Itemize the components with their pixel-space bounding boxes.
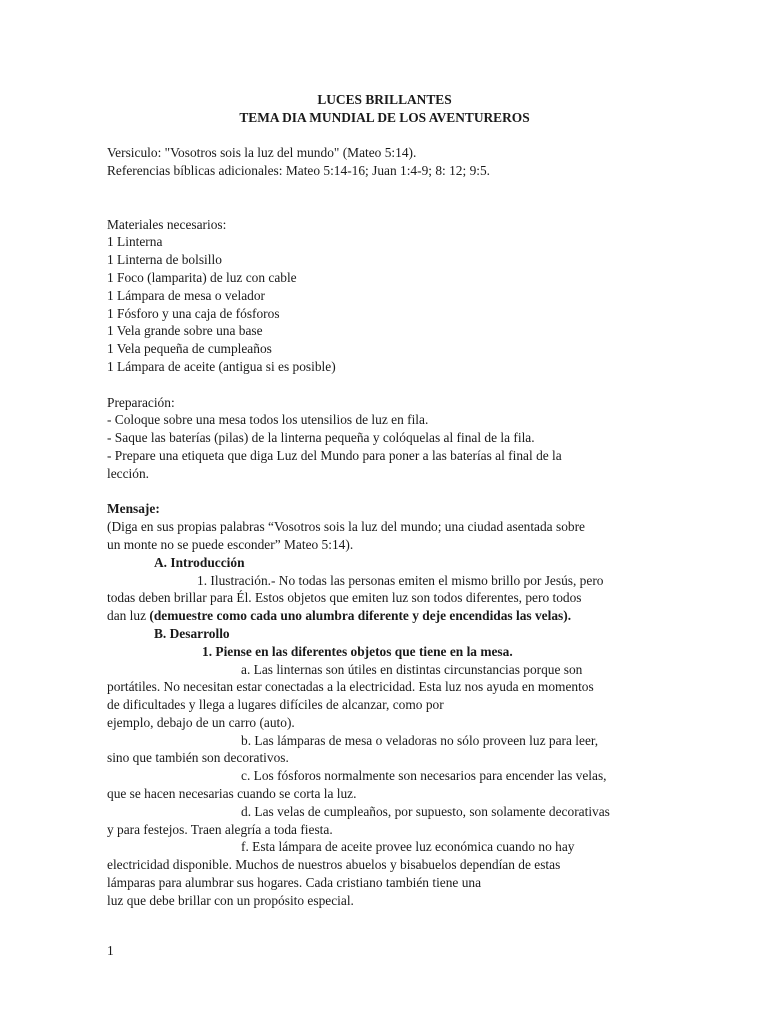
item-c bbox=[107, 767, 662, 803]
item-a bbox=[107, 661, 662, 732]
intro-paragraph-line bbox=[107, 607, 662, 625]
intro-paragraph-line: 1. Ilustración.- No todas las personas emiten el mismo brillo por Jesús, pero bbox=[197, 572, 604, 588]
item-line: de dificultades y llega a lugares difíciles de alcanzar, como por bbox=[107, 697, 444, 713]
document-subtitle: TEMA DIA MUNDIAL DE LOS AVENTUREROS bbox=[239, 109, 530, 125]
desarrollo-heading: B. Desarrollo bbox=[154, 625, 230, 641]
list-item: 1 Vela pequeña de cumpleaños bbox=[107, 341, 272, 357]
item-d bbox=[107, 803, 662, 839]
preparacion-list bbox=[107, 411, 662, 482]
item-line: electricidad disponible. Muchos de nuestros abuelos y bisabuelos dependían de estas bbox=[107, 857, 561, 873]
item-line: que se hacen necesarias cuando se corta la luz. bbox=[107, 786, 357, 802]
mensaje-line: un monte no se puede esconder” Mateo 5:14). bbox=[107, 536, 354, 552]
list-item: - Coloque sobre una mesa todos los utensilios de luz en fila. bbox=[107, 412, 429, 428]
list-item: 1 Fósforo y una caja de fósforos bbox=[107, 305, 280, 321]
page-number: 1 bbox=[107, 943, 114, 958]
list-item: - Saque las baterías (pilas) de la linterna pequeña y colóquelas al final de la fila. bbox=[107, 430, 535, 446]
item-line: ejemplo, debajo de un carro (auto). bbox=[107, 714, 295, 730]
item-line: portátiles. No necesitan estar conectadas a la electricidad. Esta luz nos ayuda en momentos bbox=[107, 679, 594, 695]
item-line: f. Esta lámpara de aceite provee luz económica cuando no hay bbox=[241, 839, 575, 855]
item-line: c. Los fósforos normalmente son necesarios para encender las velas, bbox=[241, 768, 607, 784]
intro-bold-instruction: (demuestre como cada uno alumbra diferente y deje encendidas las velas). bbox=[149, 608, 572, 624]
item-line: luz que debe brillar con un propósito especial. bbox=[107, 892, 354, 908]
item-line: a. Las linternas son útiles en distintas circunstancias porque son bbox=[241, 661, 583, 677]
preparacion-heading: Preparación: bbox=[107, 394, 175, 410]
referencias-line: Referencias bíblicas adicionales: Mateo 5:14-16; Juan 1:4-9; 8: 12; 9:5. bbox=[107, 163, 491, 179]
materiales-heading: Materiales necesarios: bbox=[107, 216, 227, 232]
list-item: 1 Linterna bbox=[107, 234, 163, 250]
materiales-list bbox=[107, 233, 662, 375]
item-line: d. Las velas de cumpleaños, por supuesto, son solamente decorativas bbox=[241, 803, 610, 819]
item-line: sino que también son decorativos. bbox=[107, 750, 289, 766]
list-item: 1 Lámpara de aceite (antigua si es posible) bbox=[107, 358, 336, 374]
item-f bbox=[107, 838, 662, 909]
intro-paragraph-line: todas deben brillar para Él. Estos objetos que emiten luz son todos diferentes, pero todos bbox=[107, 590, 582, 606]
document-page bbox=[107, 91, 662, 910]
mensaje-heading: Mensaje: bbox=[107, 501, 160, 517]
item-b bbox=[107, 732, 662, 768]
mensaje-line: (Diga en sus propias palabras “Vosotros sois la luz del mundo; una ciudad asentada sobre bbox=[107, 519, 585, 535]
item-line: lámparas para alumbrar sus hogares. Cada cristiano también tiene una bbox=[107, 875, 482, 891]
list-item: 1 Vela grande sobre una base bbox=[107, 323, 263, 339]
versiculo-line: Versiculo: "Vosotros sois la luz del mundo" (Mateo 5:14). bbox=[107, 145, 417, 161]
intro-plain-text: dan luz bbox=[107, 608, 150, 624]
list-item: 1 Lámpara de mesa o velador bbox=[107, 287, 266, 303]
list-item: - Prepare una etiqueta que diga Luz del Mundo para poner a las baterías al final de la bbox=[107, 447, 562, 463]
list-item: 1 Linterna de bolsillo bbox=[107, 252, 222, 268]
document-title: LUCES BRILLANTES bbox=[317, 92, 452, 107]
desarrollo-point: 1. Piense en las diferentes objetos que tiene en la mesa. bbox=[202, 643, 513, 659]
item-line: y para festejos. Traen alegría a toda fiesta. bbox=[107, 821, 333, 837]
list-item: lección. bbox=[107, 465, 150, 481]
list-item: 1 Foco (lamparita) de luz con cable bbox=[107, 269, 297, 285]
intro-heading: A. Introducción bbox=[154, 554, 245, 570]
item-line: b. Las lámparas de mesa o veladoras no sólo proveen luz para leer, bbox=[241, 732, 599, 748]
